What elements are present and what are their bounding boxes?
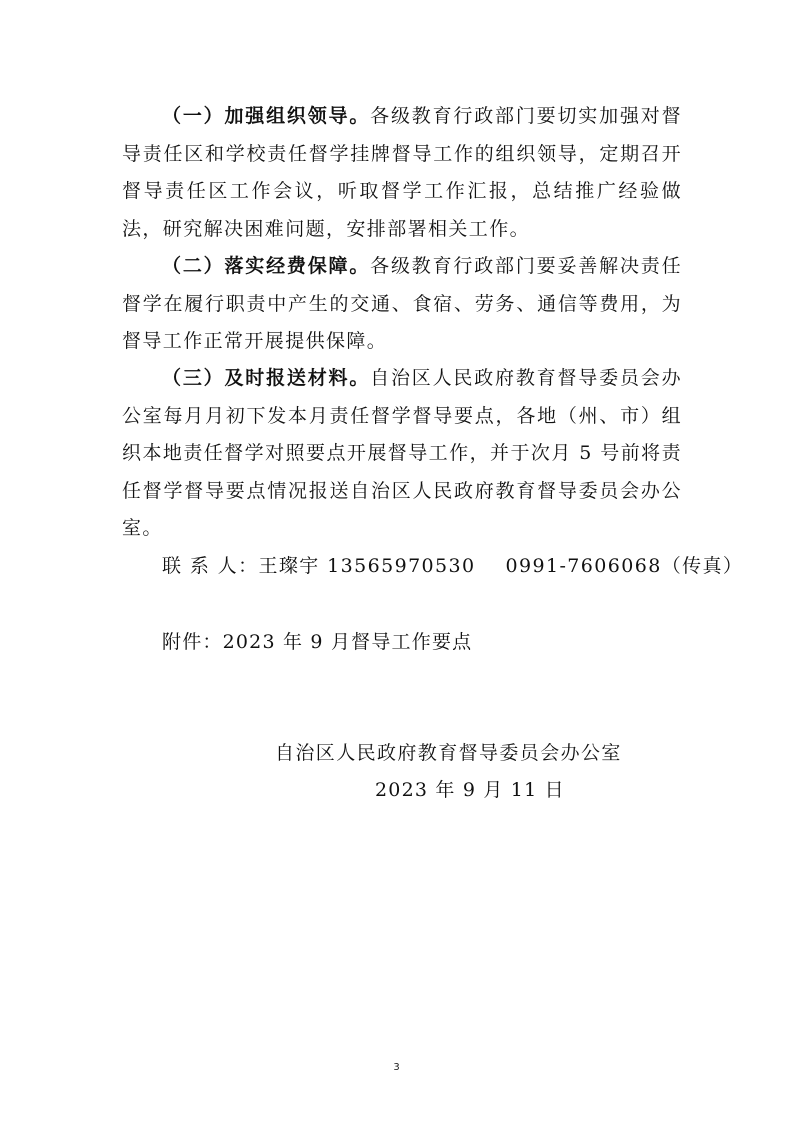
contact-phone-note: （传真） [661, 555, 744, 577]
section-3-heading: （三）及时报送材料。 [162, 367, 371, 389]
contact-line [162, 548, 743, 586]
section-1-paragraph [122, 98, 682, 248]
signature-date: 2023 年 9 月 11 日 [375, 779, 565, 801]
attachment-line: 附件：2023 年 9 月督导工作要点 [162, 631, 473, 653]
contact-name: 王璨宇 [258, 555, 320, 577]
contact-label: 联 系 人： [162, 555, 259, 577]
section-1-heading: （一）加强组织领导。 [162, 105, 371, 127]
section-3-body: 自治区人民政府教育督导委员会办公室每月月初下发本月责任督学督导要点，各地（州、市）组织本地责任督学对照要点开展督导工作，并于次月 5 号前将责任督学督导要点情况报送自治区人民政府教育督导委员会办公室。 [122, 367, 682, 539]
section-2-heading: （二）落实经费保障。 [162, 255, 371, 277]
section-2-body: 各级教育行政部门要妥善解决责任督学在履行职责中产生的交通、食宿、劳务、通信等费用，为督导工作正常开展提供保障。 [122, 255, 682, 352]
section-2-paragraph [122, 248, 682, 361]
section-3-paragraph [122, 360, 682, 548]
contact-mobile: 13565970530 [327, 555, 476, 577]
contact-phone: 0991-7606068 [505, 555, 662, 577]
signature-organization: 自治区人民政府教育督导委员会办公室 [275, 742, 622, 764]
page-number: 3 [393, 1062, 400, 1073]
section-1-body: 各级教育行政部门要切实加强对督导责任区和学校责任督学挂牌督导工作的组织领导，定期召开督导责任区工作会议，听取督学工作汇报，总结推广经验做法，研究解决困难问题，安排部署相关工作。 [122, 105, 682, 240]
